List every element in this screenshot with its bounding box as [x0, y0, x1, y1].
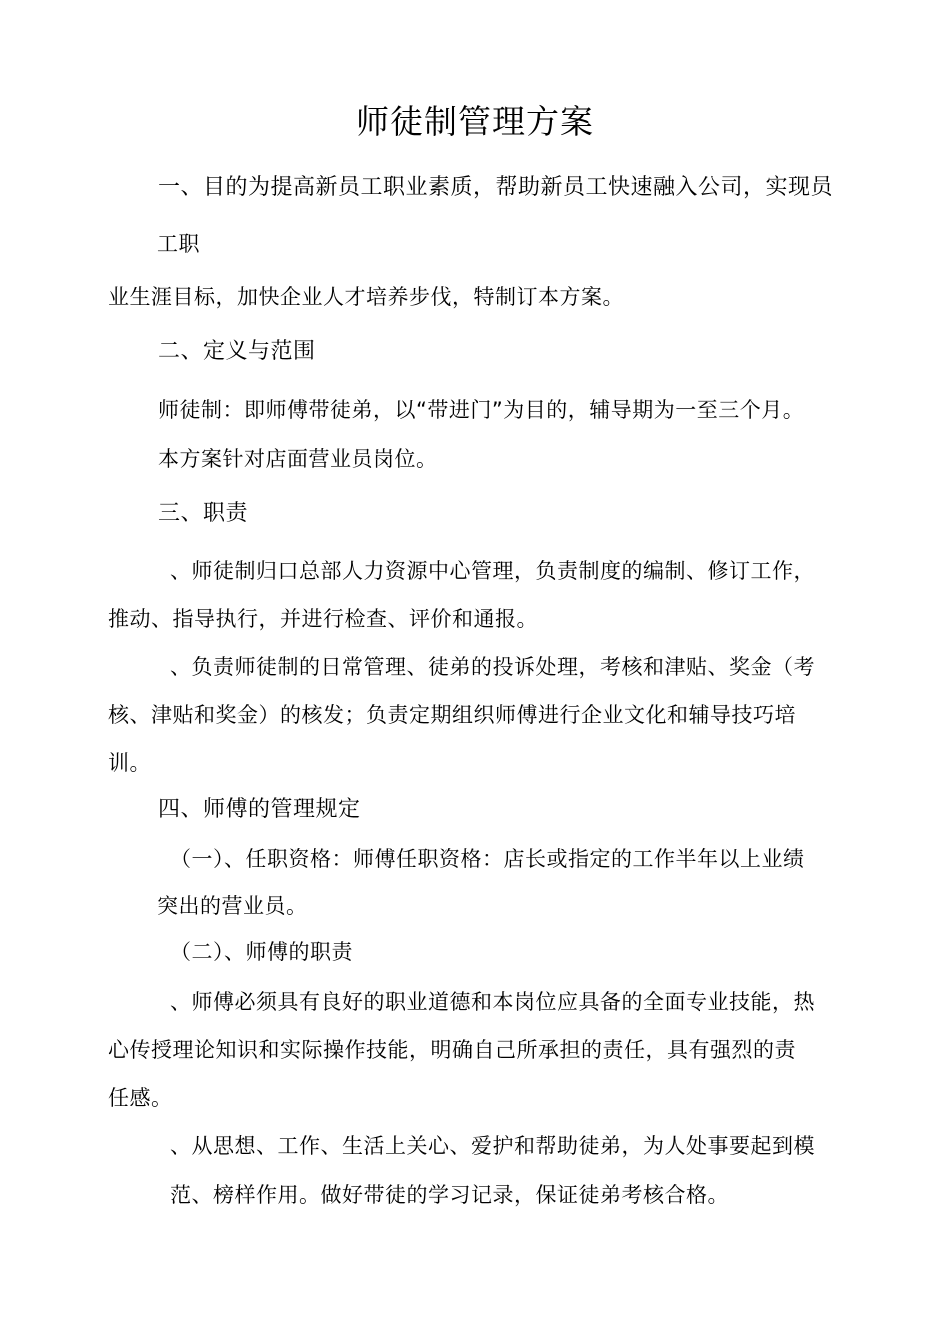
paragraph-definition-line-1: 师徒制：即师傅带徒弟，以“带进门”为目的，辅导期为一至三个月。: [158, 398, 805, 422]
paragraph-master-duty-1-line-1: 、师傅必须具有良好的职业道德和本岗位应具备的全面专业技能，热: [170, 990, 815, 1014]
paragraph-master-duty-1-line-3: 任感。: [108, 1086, 173, 1110]
section-heading-master-rules: 四、师傅的管理规定: [158, 797, 361, 822]
document-title: 师徒制管理方案: [356, 102, 594, 141]
paragraph-duty-2-line-2: 核、津贴和奖金）的核发；负责定期组织师傅进行企业文化和辅导技巧培: [108, 703, 796, 727]
paragraph-purpose-line-2: 工职: [157, 232, 200, 256]
paragraph-qualification-line-2: 突出的营业员。: [157, 894, 308, 918]
paragraph-duty-1-line-1: 、师徒制归口总部人力资源中心管理，负责制度的编制、修订工作，: [170, 559, 815, 583]
paragraph-master-duty-1-line-2: 心传授理论知识和实际操作技能，明确自己所承担的责任，具有强烈的责: [108, 1038, 796, 1062]
paragraph-definition-line-2: 本方案针对店面营业员岗位。: [158, 447, 438, 471]
subheading-master-duties: （二）、师傅的职责: [170, 940, 353, 964]
paragraph-duty-1-line-2: 推动、指导执行，并进行检查、评价和通报。: [108, 607, 538, 631]
paragraph-purpose-line-1: 一、目的为提高新员工职业素质，帮助新员工快速融入公司，实现员: [158, 175, 834, 200]
paragraph-purpose-line-3: 业生涯目标，加快企业人才培养步伐，特制订本方案。: [108, 285, 624, 309]
paragraph-master-duty-2-line-2: 范、榜样作用。做好带徒的学习记录，保证徒弟考核合格。: [170, 1183, 729, 1207]
section-heading-duties: 三、职责: [158, 501, 249, 526]
section-heading-definition: 二、定义与范围: [158, 339, 316, 364]
paragraph-duty-2-line-3: 训。: [108, 751, 151, 775]
paragraph-master-duty-2-line-1: 、从思想、工作、生活上关心、爱护和帮助徒弟，为人处事要起到模: [170, 1134, 815, 1158]
paragraph-qualification-line-1: （一）、任职资格：师傅任职资格：店长或指定的工作半年以上业绩: [170, 847, 805, 871]
paragraph-duty-2-line-1: 、负责师徒制的日常管理、徒弟的投诉处理，考核和津贴、奖金（考: [170, 655, 815, 679]
